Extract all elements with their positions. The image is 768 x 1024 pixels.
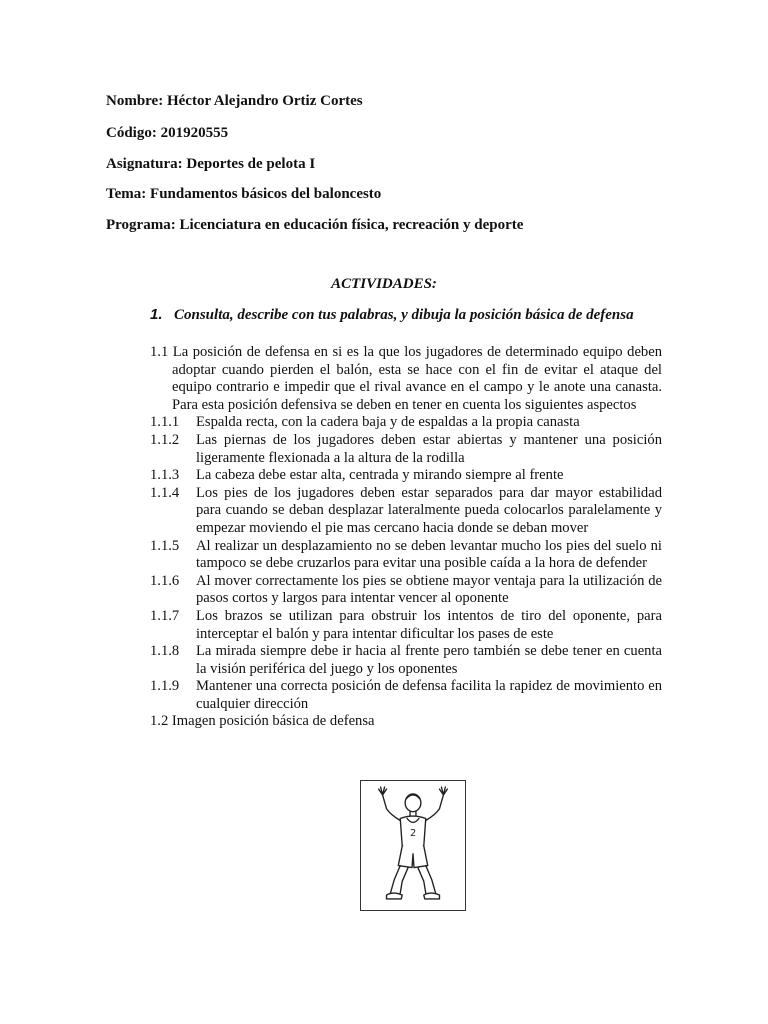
topic: Tema: Fundamentos básicos del baloncesto	[106, 186, 382, 202]
student-code: Código: 201920555	[106, 125, 229, 141]
question-number: 1.	[150, 306, 163, 323]
student-name: Nombre: Héctor Alejandro Ortiz Cortes	[106, 93, 363, 109]
list-item	[150, 608, 662, 643]
list-item	[150, 643, 662, 678]
item-number: 1.1.7	[150, 607, 180, 624]
item-number: 1.1.9	[150, 678, 180, 695]
item-number: 1.1.2	[150, 431, 180, 448]
item-text: La mirada siempre debe ir hacia al frente pero también se debe tener en cuenta la visión periférica del juego y los oponentes	[196, 643, 662, 677]
question-text: Consulta, describe con tus palabras, y dibuja la posición básica de defensa	[174, 307, 634, 323]
item-number: 1.1.6	[150, 572, 180, 589]
item-text: Los brazos se utilizan para obstruir los intentos de tiro del oponente, para interceptar el balón y para intentar dificultar los pases de este	[196, 607, 662, 642]
item-text: La cabeza debe estar alta, centrada y mirando siempre al frente	[196, 467, 564, 484]
item-text: Espalda recta, con la cadera baja y de espaldas a la propia canasta	[196, 414, 580, 431]
subject: Asignatura: Deportes de pelota I	[106, 156, 316, 172]
item-text: Al realizar un desplazamiento no se deben levantar mucho los pies del suelo ni tampoco se debe cruzarlos para evitar una posible caída a la hora de defender	[196, 537, 662, 572]
basketball-defender-drawing	[361, 781, 465, 910]
item-number: 1.1.1	[150, 414, 180, 431]
defense-position-image	[360, 780, 466, 911]
list-item	[150, 467, 662, 485]
list-item	[150, 414, 662, 432]
program: Programa: Licenciatura en educación física, recreación y deporte	[106, 217, 524, 233]
item-number: 1.1.3	[150, 467, 180, 484]
item-text: Las piernas de los jugadores deben estar abiertas y mantener una posición ligeramente flexionada a la altura de la rodilla	[196, 431, 662, 466]
item-text: Al mover correctamente los pies se obtiene mayor ventaja para la utilización de pasos cortos y largos para intentar vencer al oponente	[196, 572, 662, 607]
question-1	[150, 306, 634, 324]
answer-body	[150, 344, 662, 731]
item-text: Mantener una correcta posición de defensa facilita la rapidez de movimiento en cualquier dirección	[196, 678, 662, 712]
item-number: 1.1.8	[150, 643, 180, 660]
list-item	[150, 538, 662, 573]
list-item	[150, 432, 662, 467]
activities-heading: ACTIVIDADES:	[331, 276, 437, 292]
list-item	[150, 573, 662, 608]
item-text: Los pies de los jugadores deben estar separados para dar mayor estabilidad para cuando se deban desplazar lateralmente pueda colocarlos paralelamente y empezar moviendo el pie mas cercano hacia donde se deban mover	[196, 484, 662, 536]
image-caption: 1.2 Imagen posición básica de defensa	[150, 713, 375, 730]
svg-text:2: 2	[410, 828, 417, 840]
list-item	[150, 485, 662, 538]
list-item	[150, 678, 662, 713]
item-number: 1.1.4	[150, 484, 180, 501]
item-number: 1.1.5	[150, 537, 180, 554]
intro-paragraph: 1.1 La posición de defensa en si es la que los jugadores de determinado equipo deben adoptar cuando pierden el balón, esta se hace con el fin de evitar el ataque del equipo contrario e impedir que el rival avance en el campo y le anote una canasta. Para esta posición defensiva se deben en tener en cuenta los siguientes aspectos	[150, 344, 662, 413]
